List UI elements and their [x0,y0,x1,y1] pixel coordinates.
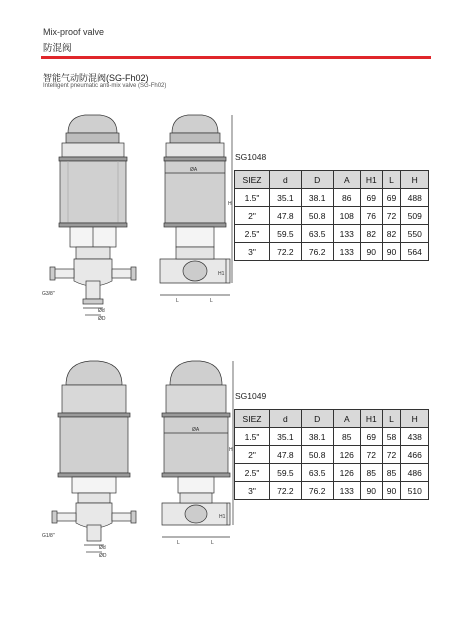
header-cell: L [382,171,401,189]
header-title-en: Mix-proof valve [43,27,105,37]
table-cell: 69 [382,189,401,207]
table-cell: 59.5 [270,464,302,482]
header-cell: SIEZ [235,410,270,428]
dim-L-label-2: L [210,298,213,304]
table-cell: 2.5" [235,464,270,482]
header-cell: d [270,171,302,189]
table-row [235,243,429,261]
table-cell: 3" [235,243,270,261]
header-red-rule [41,56,431,59]
table-row [235,189,429,207]
dim-H-label: H [228,201,232,207]
table-cell: 59.5 [270,225,302,243]
side-view [162,361,233,537]
dim-L-label-1: L [176,298,179,304]
table-cell: 72 [382,446,401,464]
port-label: G3/8" [42,291,55,297]
table-cell: 108 [333,207,360,225]
table-row [235,482,429,500]
table-cell: 510 [401,482,429,500]
sg1048-valve-drawing [40,105,235,325]
header-cell: A [333,410,360,428]
table-cell: 2" [235,446,270,464]
table-cell: 76.2 [301,482,333,500]
dim-d-label: Ød [98,308,105,314]
product-subtitle-cn: 智能气动防混阀(SG-Fh02) [43,73,149,83]
port-label: G1/8" [42,533,55,539]
table-row [235,225,429,243]
header-cell: H1 [361,171,383,189]
table-cell: 550 [401,225,429,243]
table-cell: 133 [333,482,360,500]
table-cell: 133 [333,243,360,261]
dim-H1-label: H1 [218,271,225,277]
table-cell: 35.1 [270,189,302,207]
table-cell: 82 [361,225,383,243]
table-cell: 58 [382,428,401,446]
table-cell: 90 [361,482,383,500]
table-cell: 2" [235,207,270,225]
dim-D-label: ØD [99,553,107,559]
table-row [235,464,429,482]
spec-table-sg1049 [234,409,429,500]
table-cell: 85 [382,464,401,482]
table-cell: 72.2 [270,482,302,500]
table-cell: 63.5 [301,225,333,243]
header-cell: D [301,171,333,189]
table-cell: 82 [382,225,401,243]
table-header-row [235,410,429,428]
table-cell: 2.5" [235,225,270,243]
table-cell: 50.8 [301,207,333,225]
table-cell: 63.5 [301,464,333,482]
header-cell: H [401,410,429,428]
table-cell: 69 [361,189,383,207]
dim-d-label: Ød [99,545,106,551]
table-cell: 47.8 [270,207,302,225]
header-cell: SIEZ [235,171,270,189]
table-cell: 3" [235,482,270,500]
header-cell: A [333,171,360,189]
table-cell: 1.5" [235,189,270,207]
header-cell: d [270,410,302,428]
table-cell: 85 [361,464,383,482]
table-header-row [235,171,429,189]
table-cell: 466 [401,446,429,464]
table-cell: 86 [333,189,360,207]
dim-H1-label: H1 [219,514,226,520]
table-cell: 126 [333,446,360,464]
table-cell: 90 [361,243,383,261]
table-cell: 47.8 [270,446,302,464]
table-cell: 72 [382,207,401,225]
sg1049-valve-drawing [40,355,235,560]
dim-D-label: ØD [98,316,106,322]
table-cell: 1.5" [235,428,270,446]
table-cell: 90 [382,243,401,261]
table-cell: 486 [401,464,429,482]
table-cell: 438 [401,428,429,446]
spec-table-sg1048 [234,170,429,261]
table-cell: 50.8 [301,446,333,464]
table-row [235,428,429,446]
table-cell: 509 [401,207,429,225]
header-cell: D [301,410,333,428]
header-cell: H [401,171,429,189]
table-cell: 564 [401,243,429,261]
dim-H-label: H [229,447,233,453]
front-view [52,361,136,552]
product-subtitle-en: Intelligent pneumatic anti-mix valve (SG-Fh02) [43,83,167,89]
table-cell: 76 [361,207,383,225]
model-label-sg1048: SG1048 [235,152,267,162]
table-row [235,446,429,464]
table-cell: 133 [333,225,360,243]
table-cell: 35.1 [270,428,302,446]
side-view [160,115,232,295]
table-row [235,207,429,225]
dim-L-label-2: L [211,540,214,546]
dim-L-label-1: L [177,540,180,546]
table-cell: 72.2 [270,243,302,261]
dim-A-label: ØA [192,427,200,433]
header-title-cn: 防混阀 [43,43,72,54]
dim-A-label: ØA [190,167,198,173]
front-view [50,115,136,315]
table-cell: 126 [333,464,360,482]
model-label-sg1049: SG1049 [235,391,267,401]
table-cell: 488 [401,189,429,207]
table-cell: 38.1 [301,428,333,446]
table-cell: 72 [361,446,383,464]
header-cell: L [382,410,401,428]
table-cell: 38.1 [301,189,333,207]
table-cell: 90 [382,482,401,500]
table-cell: 85 [333,428,360,446]
table-cell: 76.2 [301,243,333,261]
header-cell: H1 [361,410,383,428]
table-cell: 69 [361,428,383,446]
